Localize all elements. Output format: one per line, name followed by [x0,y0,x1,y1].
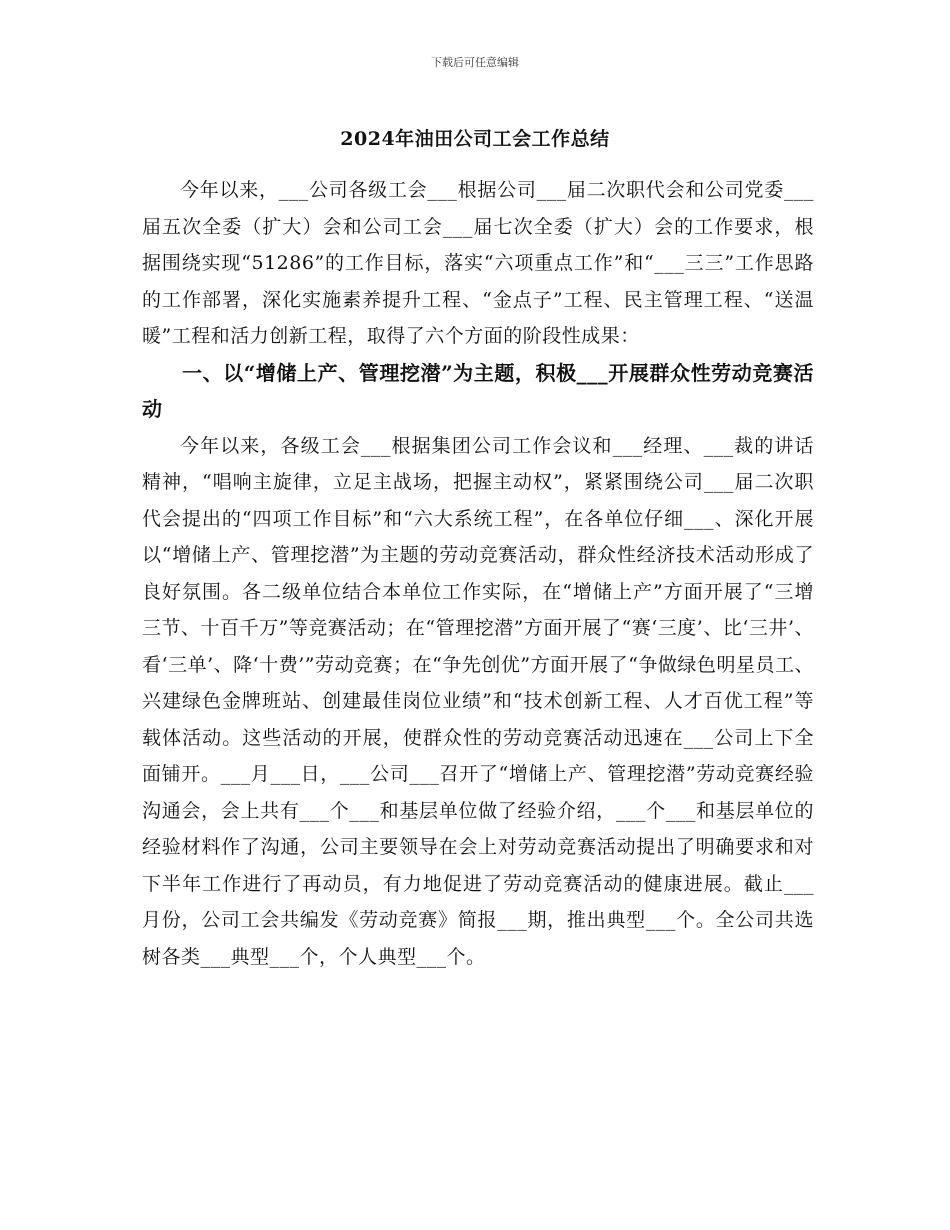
section-1-paragraph: 今年以来，各级工会___根据集团公司工作会议和___经理、___裁的讲话精神，“唱响主旋律，立足主战场，把握主动权”，紧紧围绕公司___届二次职代会提出的“四项工作目标”和“六大系统工程”，在各单位仔细___、深化开展以“增储上产、管理挖潜”为主题的劳动竞赛活动，群众性经济技术活动形成了良好氛围。各二级单位结合本单位工作实际，在“增储上产”方面开展了“三增三节、十百千万”等竞赛活动；在“管理挖潜”方面开展了“赛‘三度’、比‘三井’、看‘三单’、降‘十费’”劳动竞赛；在“争先创优”方面开展了“争做绿色明星员工、兴建绿色金牌班站、创建最佳岗位业绩”和“技术创新工程、人才百优工程”等载体活动。这些活动的开展，使群众性的劳动竞赛活动迅速在___公司上下全面铺开。___月___日，___公司___召开了“增储上产、管理挖潜”劳动竞赛经验沟通会，会上共有___个___和基层单位做了经验介绍，___个___和基层单位的经验材料作了沟通，公司主要领导在会上对劳动竞赛活动提出了明确要求和对下半年工作进行了再动员，有力地促进了劳动竞赛活动的健康进展。截止___月份，公司工会共编发《劳动竞赛》简报___期，推出典型___个。全公司共选树各类___典型___个，个人典型___个。 [142,434,814,968]
intro-paragraph: 今年以来，___公司各级工会___根据公司___届二次职代会和公司党委___届五次全委（扩大）会和公司工会___届七次全委（扩大）会的工作要求，根据围绕实现“51286”的工作目标，落实“六项重点工作”和“___三三”工作思路的工作部署，深化实施素养提升工程、“金点子”工程、民主管理工程、“送温暖”工程和活力创新工程，取得了六个方面的阶段性成果： [142,179,814,347]
document-title: 2024年油田公司工会工作总结 [340,128,610,150]
section-heading-1: 一、以“增储上产、管理挖潜”为主题，积极___开展群众性劳动竞赛活动 [142,360,814,421]
page-header-note: 下载后可任意编辑 [431,56,519,69]
document-body [142,172,814,975]
